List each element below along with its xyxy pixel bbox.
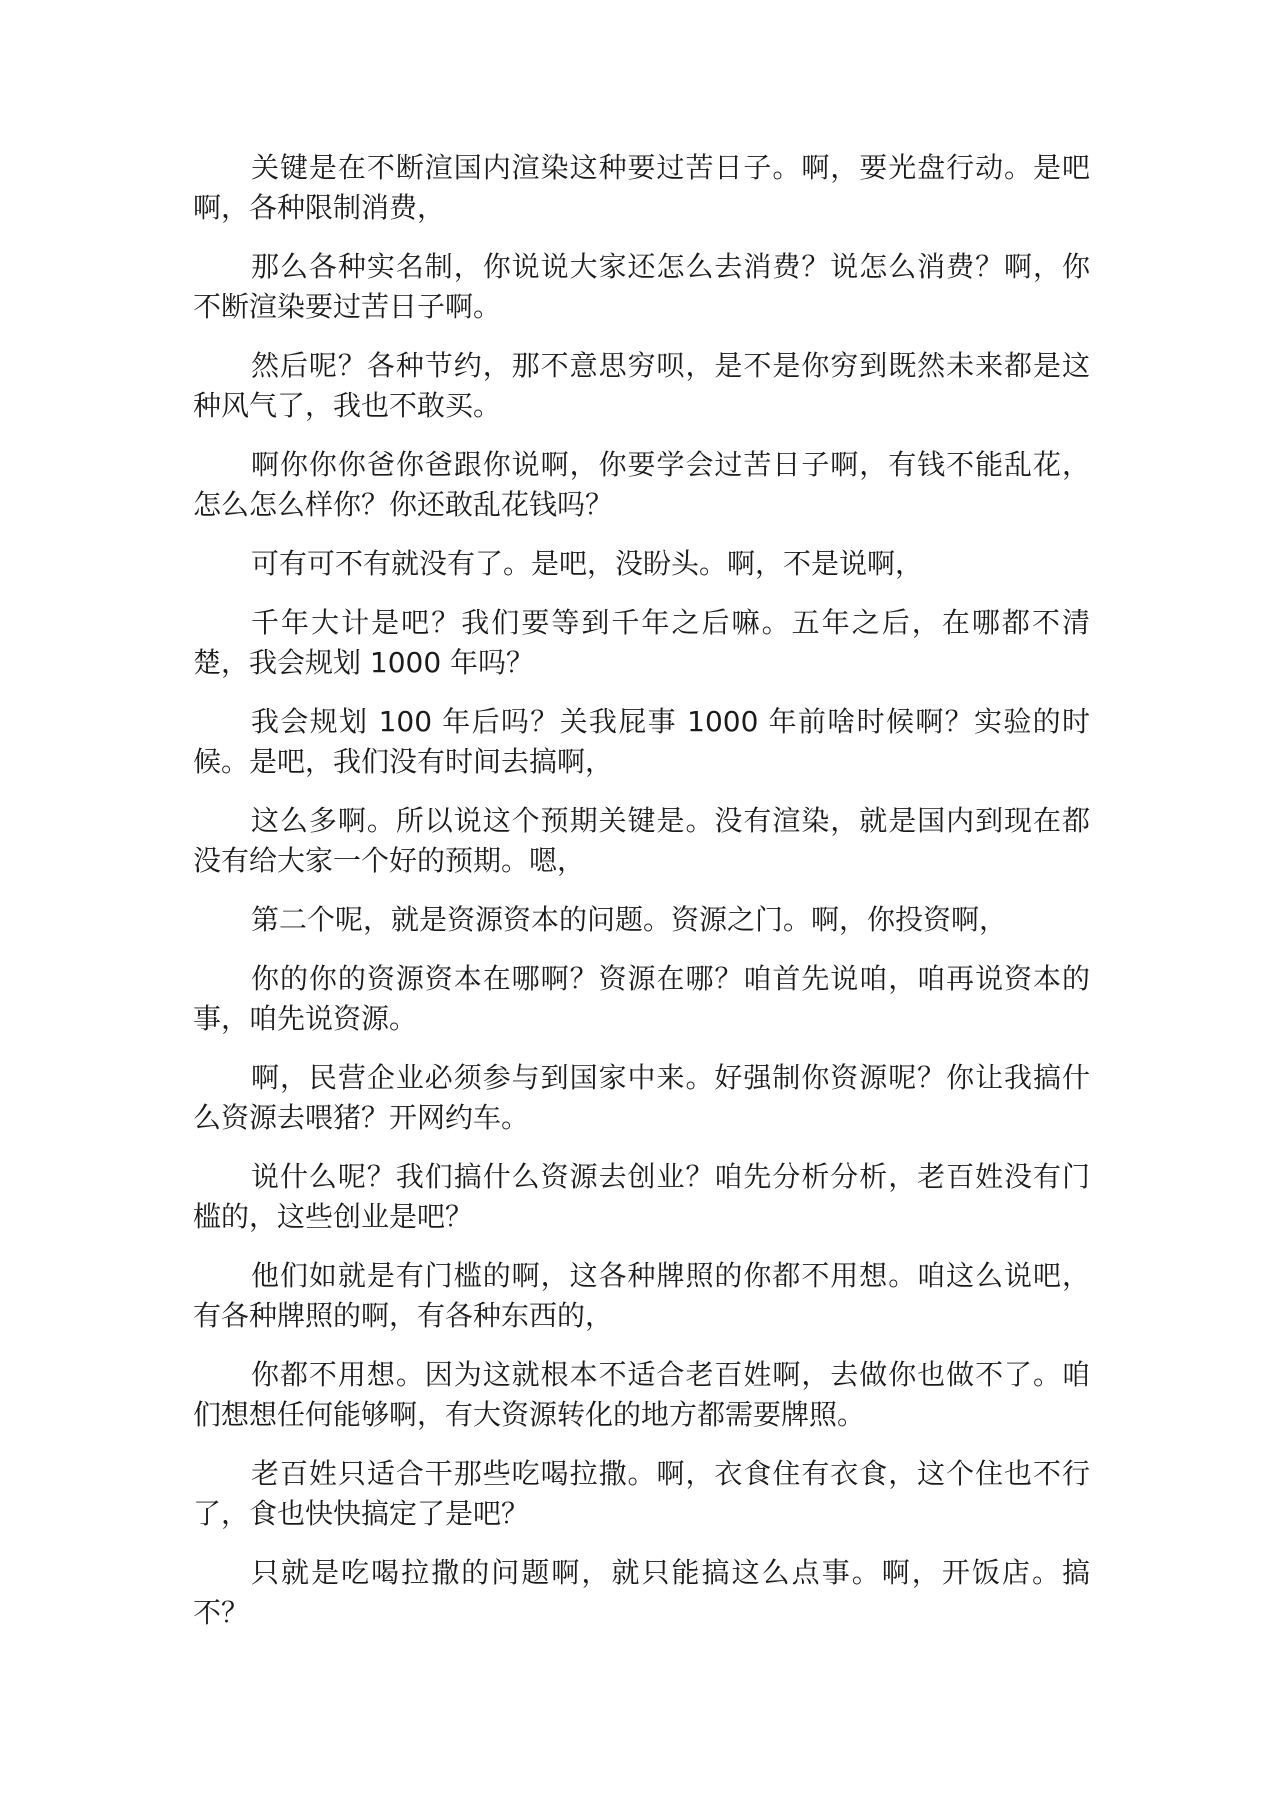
paragraph: 我会规划 100 年后吗？关我屁事 1000 年前啥时候啊？实验的时候。是吧，我们没有时间去搞啊， [193, 705, 1090, 778]
document-body [193, 148, 1090, 1652]
paragraph: 说什么呢？我们搞什么资源去创业？咱先分析分析，老百姓没有门槛的，这些创业是吧？ [193, 1160, 1090, 1233]
paragraph: 那么各种实名制，你说说大家还怎么去消费？说怎么消费？啊，你不断渲染要过苦日子啊。 [193, 250, 1090, 323]
paragraph: 啊，民营企业必须参与到国家中来。好强制你资源呢？你让我搞什么资源去喂猪？开网约车。 [193, 1061, 1090, 1134]
paragraph: 这么多啊。所以说这个预期关键是。没有渲染，就是国内到现在都没有给大家一个好的预期。嗯， [193, 804, 1090, 877]
paragraph: 他们如就是有门槛的啊，这各种牌照的你都不用想。咱这么说吧，有各种牌照的啊，有各种东西的， [193, 1259, 1090, 1332]
paragraph: 只就是吃喝拉撒的问题啊，就只能搞这么点事。啊，开饭店。搞不？ [193, 1556, 1090, 1629]
paragraph: 然后呢？各种节约，那不意思穷呗，是不是你穷到既然未来都是这种风气了，我也不敢买。 [193, 349, 1090, 422]
paragraph: 你的你的资源资本在哪啊？资源在哪？咱首先说咱，咱再说资本的事，咱先说资源。 [193, 962, 1090, 1035]
paragraph: 关键是在不断渲国内渲染这种要过苦日子。啊，要光盘行动。是吧啊，各种限制消费， [193, 151, 1090, 224]
paragraph: 千年大计是吧？我们要等到千年之后嘛。五年之后，在哪都不清楚，我会规划 1000 年吗？ [193, 606, 1090, 679]
paragraph: 可有可不有就没有了。是吧，没盼头。啊，不是说啊， [251, 547, 924, 580]
paragraph: 老百姓只适合干那些吃喝拉撒。啊，衣食住有衣食，这个住也不行了，食也快快搞定了是吧？ [193, 1457, 1090, 1530]
paragraph: 第二个呢，就是资源资本的问题。资源之门。啊，你投资啊， [251, 903, 1008, 936]
paragraph: 你都不用想。因为这就根本不适合老百姓啊，去做你也做不了。咱们想想任何能够啊，有大资源转化的地方都需要牌照。 [193, 1358, 1090, 1431]
paragraph: 啊你你你爸你爸跟你说啊，你要学会过苦日子啊，有钱不能乱花，怎么怎么样你？你还敢乱花钱吗？ [193, 448, 1090, 521]
